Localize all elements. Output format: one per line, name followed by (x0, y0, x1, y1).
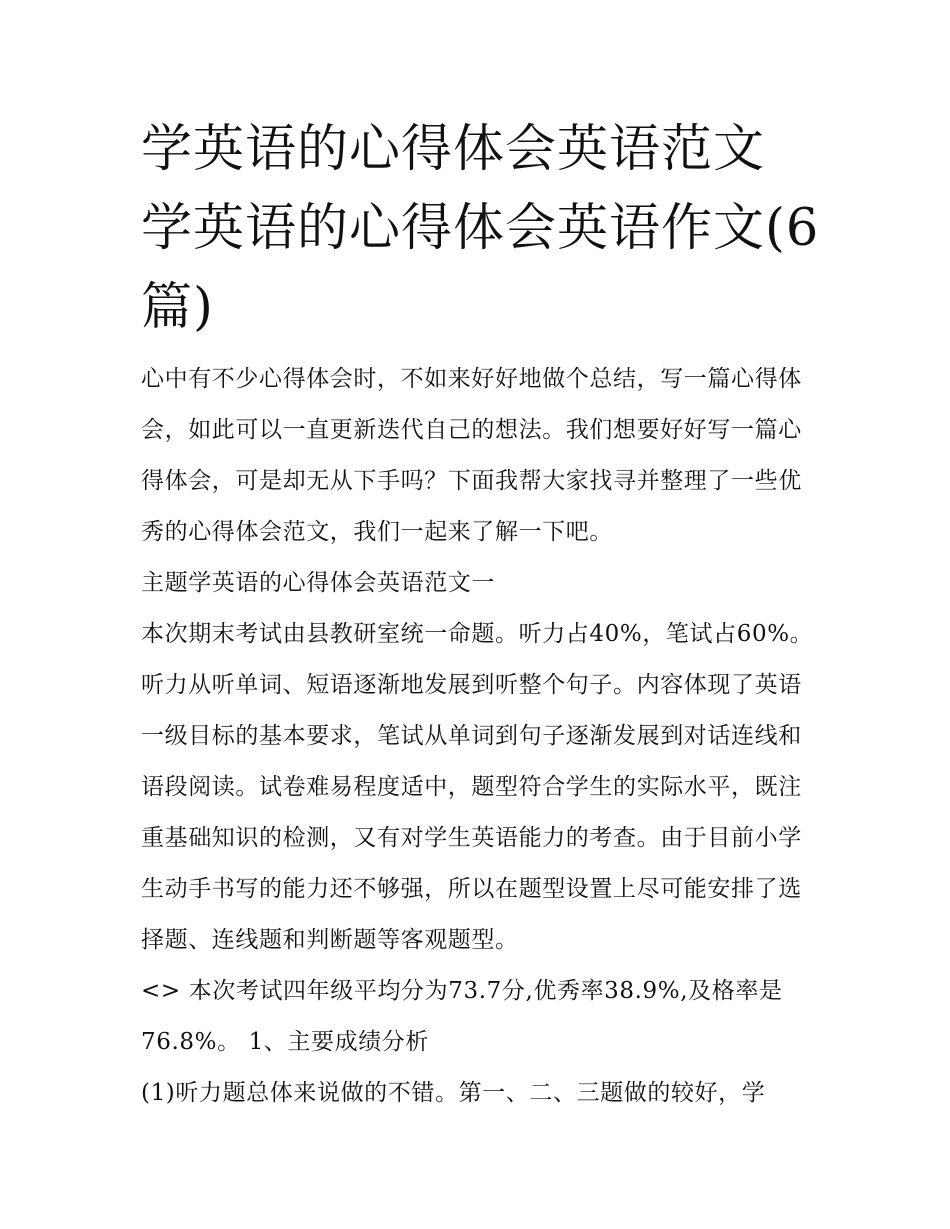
document-title: 学英语的心得体会英语范文 学英语的心得体会英语作文(6篇) (141, 120, 820, 337)
listening-analysis-paragraph: (1)听力题总体来说做的不错。第一、二、三题做的较好，学 (141, 1080, 766, 1106)
section-heading: 主题学英语的心得体会英语范文一 (141, 570, 495, 596)
document-body (141, 354, 821, 1119)
intro-paragraph: 心中有不少心得体会时，不如来好好地做个总结，写一篇心得体会，如此可以一直更新迭代自己的想法。我们想要好好写一篇心得体会，可是却无从下手吗？下面我帮大家找寻并整理了一些优秀的心得体会范文，我们一起来了解一下吧。 (141, 366, 802, 545)
score-summary-paragraph: <> 本次考试四年级平均分为73.7分,优秀率38.9%,及格率是76.8%。 1、主要成绩分析 (141, 978, 783, 1055)
exam-description-paragraph: 本次期末考试由县教研室统一命题。听力占40%，笔试占60%。听力从听单词、短语逐渐地发展到听整个句子。内容体现了英语一级目标的基本要求，笔试从单词到句子逐渐发展到对话连线和语段阅读。试卷难易程度适中，题型符合学生的实际水平，既注重基础知识的检测，又有对学生英语能力的考查。由于目前小学生动手书写的能力还不够强，所以在题型设置上尽可能安排了选择题、连线题和判断题等客观题型。 (141, 621, 814, 953)
